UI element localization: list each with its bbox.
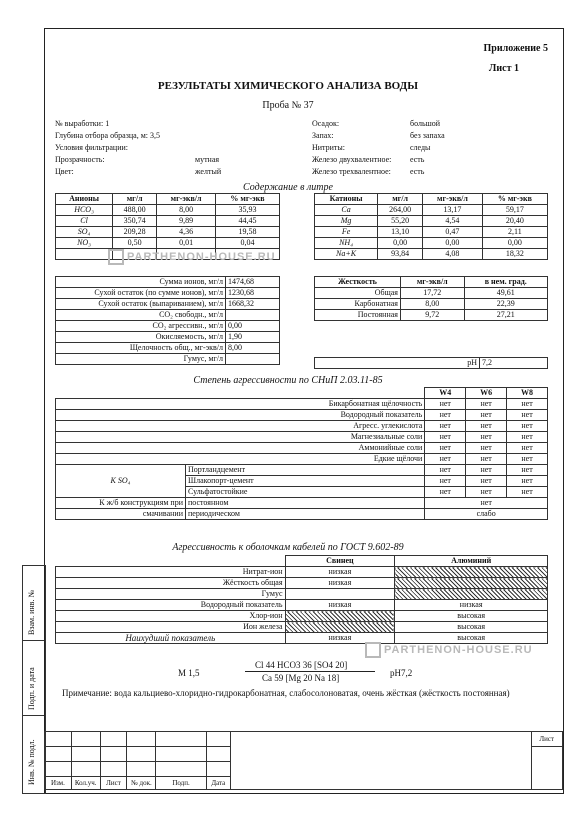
hardness-label: Постоянная <box>315 310 401 321</box>
stamp-row <box>45 732 563 747</box>
aggr-value: нет <box>466 465 507 476</box>
column-header: Жесткость <box>315 277 401 288</box>
aggr-value: нет <box>507 487 548 498</box>
aggr-value: нет <box>507 421 548 432</box>
ion-value: 350,74 <box>113 216 157 227</box>
ion-value: 9,89 <box>157 216 216 227</box>
watermark-2 <box>365 642 533 658</box>
ph-label: pH <box>315 358 480 369</box>
hardness-label: Общая <box>315 288 401 299</box>
table-row <box>56 578 548 589</box>
ion-value: 0,04 <box>215 238 279 249</box>
stamp-cell <box>127 732 156 747</box>
cable-row-label: Водородный показатель <box>56 600 286 611</box>
info-label: Цвет: <box>55 167 74 176</box>
aggr-value: нет <box>507 465 548 476</box>
stamp-cell <box>100 732 127 747</box>
table-row <box>315 238 548 249</box>
aggr-value: нет <box>466 443 507 454</box>
cable-title: Агрессивность к оболочкам кабелей по ГОСТ 9.602-89 <box>172 542 404 553</box>
table-row <box>315 227 548 238</box>
ion-value: 44,45 <box>215 216 279 227</box>
ion-name <box>56 249 113 260</box>
stamp-cell <box>206 732 230 747</box>
aggr-value: нет <box>425 421 466 432</box>
stamp-cell <box>127 762 156 777</box>
summary-label: Сумма ионов, мг/л <box>56 277 226 288</box>
column-header: Анионы <box>56 194 113 205</box>
lead-value: низкая <box>285 567 395 578</box>
ion-value: 2,11 <box>482 227 547 238</box>
stamp-cell <box>206 747 230 762</box>
summary-value: 1,90 <box>226 332 280 343</box>
watermark-logo-icon <box>365 642 381 658</box>
ion-value: 488,00 <box>113 205 157 216</box>
aggr-value: нет <box>425 498 548 509</box>
info-value: без запаха <box>410 131 445 140</box>
aggr-value: нет <box>507 443 548 454</box>
ion-value: 93,84 <box>378 249 423 260</box>
summary-label: Сухой остаток (по сумме ионов), мг/л <box>56 288 226 299</box>
column-header: % мг-экв <box>482 194 547 205</box>
formula-m: M 1,5 <box>178 668 200 678</box>
ion-name: Na+K <box>315 249 378 260</box>
formula-ph: pH7,2 <box>390 668 413 678</box>
cable-row-label: Нитрат-ион <box>56 567 286 578</box>
hardness-value: 22,39 <box>464 299 547 310</box>
table-row <box>56 421 548 432</box>
hardness-value: 8,00 <box>400 299 464 310</box>
rc-label: К ж/б конструкциям при <box>56 498 186 509</box>
ion-value: 19,58 <box>215 227 279 238</box>
table-row <box>315 299 548 310</box>
ion-name: HCO₃ <box>56 205 113 216</box>
table-row <box>56 567 548 578</box>
aggr-table <box>55 387 548 520</box>
table-row <box>56 288 280 299</box>
column-header: Алюминий <box>395 556 548 567</box>
column-header: мг-экв/л <box>423 194 483 205</box>
ph-table <box>314 357 548 369</box>
table-row <box>56 498 548 509</box>
table-row <box>315 216 548 227</box>
ion-value: 4,08 <box>423 249 483 260</box>
wetting-type: периодическом <box>186 509 425 520</box>
table-row <box>56 611 548 622</box>
stamp-cell <box>71 762 100 777</box>
column-header: мг/л <box>113 194 157 205</box>
table-row <box>56 410 548 421</box>
ion-value: 4,36 <box>157 227 216 238</box>
ion-value: 13,10 <box>378 227 423 238</box>
aluminium-value <box>395 578 548 589</box>
aggr-value: нет <box>507 432 548 443</box>
table-row <box>56 465 548 476</box>
summary-table <box>55 276 280 365</box>
table-row <box>56 509 548 520</box>
ion-name: NH₄ <box>315 238 378 249</box>
stamp-header: Кол.уч. <box>71 777 100 790</box>
info-value: большой <box>410 119 441 128</box>
lead-value: низкая <box>285 578 395 589</box>
summary-label: CO₂ свободн., мг/л <box>56 310 226 321</box>
summary-value: 1474,68 <box>226 277 280 288</box>
ion-value: 0,00 <box>423 238 483 249</box>
formula-denominator: Ca 59 [Mg 20 Na 18] <box>262 673 340 683</box>
info-label: Прозрачность: <box>55 155 105 164</box>
table-row <box>315 249 548 260</box>
hardness-value: 49,61 <box>464 288 547 299</box>
column-header: W8 <box>507 388 548 399</box>
summary-label: CO₂ агрессивн., мг/л <box>56 321 226 332</box>
aggr-value: нет <box>425 454 466 465</box>
summary-value: 1668,32 <box>226 299 280 310</box>
stamp-header: Изм. <box>45 777 72 790</box>
stamp-header: № док. <box>127 777 156 790</box>
summary-label: Щелочность общ., мг-экв/л <box>56 343 226 354</box>
table-row <box>56 589 548 600</box>
stamp-sheet-label: Лист <box>531 732 563 747</box>
table-row <box>56 354 280 365</box>
stamp-cell <box>156 732 206 747</box>
table-row <box>56 310 280 321</box>
aggr-value: нет <box>466 476 507 487</box>
ph-value: 7,2 <box>480 358 548 369</box>
aggr-row-label: Агресс. углекислота <box>56 421 425 432</box>
info-label: Железо двухвалентное: <box>312 155 392 164</box>
info-label: Запах: <box>312 131 334 140</box>
lead-value: низкая <box>285 600 395 611</box>
aluminium-value: высокая <box>395 611 548 622</box>
table-row <box>56 343 280 354</box>
aggr-value: нет <box>425 465 466 476</box>
summary-value <box>226 354 280 365</box>
aggr-value: нет <box>466 410 507 421</box>
info-value: желтый <box>195 167 222 176</box>
ion-value: 18,32 <box>482 249 547 260</box>
wetting-type: постоянном <box>186 498 425 509</box>
ion-value: 264,00 <box>378 205 423 216</box>
table-row <box>56 238 280 249</box>
sheet-label: Лист 1 <box>488 63 519 74</box>
formula-line <box>245 671 375 672</box>
aggr-row-label: Аммонийные соли <box>56 443 425 454</box>
summary-label: Сухой остаток (выпариванием), мг/л <box>56 299 226 310</box>
column-header: W6 <box>466 388 507 399</box>
ion-value: 209,28 <box>113 227 157 238</box>
hardness-value: 17,72 <box>400 288 464 299</box>
table-row <box>56 332 280 343</box>
table-row <box>315 288 548 299</box>
stamp-cell <box>206 762 230 777</box>
note-text: Примечание: вода кальциево-хлоридно-гидрокарбонатная, слабосолоноватая, очень жёсткая (жёсткость постоянная) <box>62 688 510 698</box>
stamp-header: Дата <box>206 777 230 790</box>
info-value: есть <box>410 167 425 176</box>
side-label-replace-inv: Взам. инв. № <box>27 589 36 635</box>
lead-value <box>285 611 395 622</box>
table-row <box>56 277 280 288</box>
cement-type: Сульфатостойкие <box>186 487 425 498</box>
info-label: № выработки: 1 <box>55 119 110 128</box>
column-header: мг/л <box>378 194 423 205</box>
ion-name: Mg <box>315 216 378 227</box>
cable-row-label: Ион железа <box>56 622 286 633</box>
info-label: Условия фильтрации: <box>55 143 128 152</box>
aggr-row-label: Бикарбонатная щёлочность <box>56 399 425 410</box>
watermark-text: PARTHENON-HOUSE.RU <box>384 643 533 656</box>
table-row <box>56 600 548 611</box>
hardness-value: 27,21 <box>464 310 547 321</box>
aggr-value: нет <box>507 476 548 487</box>
info-value: есть <box>410 155 425 164</box>
hardness-table <box>314 276 548 321</box>
cement-type: Шлакопорт-цемент <box>186 476 425 487</box>
lead-value: низкая <box>285 633 395 644</box>
stamp-cell <box>127 747 156 762</box>
table-row <box>56 443 548 454</box>
column-header: в нем. град. <box>464 277 547 288</box>
aluminium-value <box>395 567 548 578</box>
ion-name: Ca <box>315 205 378 216</box>
aggr-value: нет <box>507 399 548 410</box>
aluminium-value: высокая <box>395 622 548 633</box>
hardness-label: Карбонатная <box>315 299 401 310</box>
aggr-value: нет <box>466 399 507 410</box>
summary-label: Гумус, мг/л <box>56 354 226 365</box>
stamp-cell <box>45 732 72 747</box>
info-label: Нитриты: <box>312 143 346 152</box>
ion-value: 55,20 <box>378 216 423 227</box>
info-value: мутная <box>195 155 220 164</box>
aggr-value: нет <box>507 454 548 465</box>
column-header: W4 <box>425 388 466 399</box>
cations-table <box>314 193 548 260</box>
table-row <box>315 205 548 216</box>
aggr-value: нет <box>466 432 507 443</box>
summary-value: 0,00 <box>226 321 280 332</box>
column-header: мг-экв/л <box>157 194 216 205</box>
stamp-cell <box>156 747 206 762</box>
ion-value: 0,00 <box>482 238 547 249</box>
aggr-value: нет <box>425 476 466 487</box>
ion-value: 0,47 <box>423 227 483 238</box>
ion-name: Fe <box>315 227 378 238</box>
sample-number: Проба № 37 <box>262 100 314 111</box>
info-label: Осадок: <box>312 119 340 128</box>
cable-row-label: Жёсткость общая <box>56 578 286 589</box>
table-row <box>56 432 548 443</box>
stamp-sheet-number <box>531 747 563 790</box>
aggr-value: нет <box>425 432 466 443</box>
stamp-header: Подп. <box>156 777 206 790</box>
aggr-value: нет <box>425 410 466 421</box>
title-block-stamp <box>44 731 563 790</box>
aggr-value: нет <box>466 454 507 465</box>
ion-value: 20,40 <box>482 216 547 227</box>
column-header: Катионы <box>315 194 378 205</box>
page-title: РЕЗУЛЬТАТЫ ХИМИЧЕСКОГО АНАЛИЗА ВОДЫ <box>157 80 419 92</box>
aluminium-value <box>395 589 548 600</box>
aggr-value: нет <box>466 487 507 498</box>
aggr-value: слабо <box>425 509 548 520</box>
summary-value: 8,00 <box>226 343 280 354</box>
side-divider-1 <box>22 640 44 641</box>
cable-row-label: Гумус <box>56 589 286 600</box>
summary-value <box>226 310 280 321</box>
hardness-value: 9,72 <box>400 310 464 321</box>
table-row <box>56 216 280 227</box>
lead-value <box>285 622 395 633</box>
aluminium-value: низкая <box>395 600 548 611</box>
cable-row-label: Хлор-ион <box>56 611 286 622</box>
summary-value: 1230,68 <box>226 288 280 299</box>
cable-row-label: Наихудший показатель <box>56 633 286 644</box>
ion-name: Cl <box>56 216 113 227</box>
appendix-label: Приложение 5 <box>483 43 548 54</box>
ion-name: NO₃ <box>56 238 113 249</box>
ion-value: 4,54 <box>423 216 483 227</box>
stamp-cell <box>100 762 127 777</box>
aggr-row-label: Магнезиальные соли <box>56 432 425 443</box>
info-value: следы <box>410 143 431 152</box>
aggr-value: нет <box>425 399 466 410</box>
ion-value: 59,17 <box>482 205 547 216</box>
aggr-row-label: Водородный показатель <box>56 410 425 421</box>
rc-label: смачивании <box>56 509 186 520</box>
ion-value: 8,00 <box>157 205 216 216</box>
aluminium-value: высокая <box>395 633 548 644</box>
side-label-sign-date: Подп. и дата <box>27 667 36 710</box>
kso4-label: K SO₄ <box>56 465 186 498</box>
summary-label: Окисляемость, мг/л <box>56 332 226 343</box>
ion-value: 13,17 <box>423 205 483 216</box>
ion-value: 0,00 <box>378 238 423 249</box>
formula-numerator: Cl 44 HCO3 36 [SO4 20] <box>255 660 348 670</box>
stamp-cell <box>45 747 72 762</box>
watermark-text: PARTHENON-HOUSE.RU <box>127 250 276 263</box>
lead-value <box>285 589 395 600</box>
stamp-title-cell <box>231 732 531 790</box>
ion-value: 35,93 <box>215 205 279 216</box>
info-label: Глубина отбора образца, м: 3,5 <box>55 131 161 140</box>
table-row <box>56 622 548 633</box>
table-row <box>56 205 280 216</box>
ion-name: SO₄ <box>56 227 113 238</box>
side-divider-2 <box>22 715 44 716</box>
aggr-value: нет <box>425 443 466 454</box>
side-label-inv-orig: Инв. № подл. <box>27 739 36 785</box>
table-cell <box>56 388 425 399</box>
column-header: Свинец <box>285 556 395 567</box>
stamp-cell <box>71 747 100 762</box>
stamp-cell <box>100 747 127 762</box>
table-row <box>56 227 280 238</box>
watermark-logo-icon <box>108 249 124 265</box>
aggr-value: нет <box>466 421 507 432</box>
stamp-cell <box>45 762 72 777</box>
cable-table <box>55 555 548 644</box>
cement-type: Портландцемент <box>186 465 425 476</box>
table-row <box>56 399 548 410</box>
stamp-header: Лист <box>100 777 127 790</box>
aggr-title: Степень агрессивности по СНиП 2.03.11-85 <box>193 375 383 386</box>
aggr-value: нет <box>507 410 548 421</box>
ion-value: 0,01 <box>157 238 216 249</box>
info-label: Железо трехвалентное: <box>312 167 391 176</box>
column-header: % мг-экв <box>215 194 279 205</box>
aggr-row-label: Едкие щёлочи <box>56 454 425 465</box>
watermark-1 <box>108 249 276 265</box>
stamp-cell <box>71 732 100 747</box>
content-title: Содержание в литре <box>243 182 333 193</box>
table-cell <box>56 556 286 567</box>
aggr-value: нет <box>425 487 466 498</box>
table-row <box>56 299 280 310</box>
stamp-cell <box>156 762 206 777</box>
table-row <box>56 321 280 332</box>
table-row <box>315 310 548 321</box>
table-row <box>56 454 548 465</box>
ion-value: 0,50 <box>113 238 157 249</box>
column-header: мг-экв/л <box>400 277 464 288</box>
